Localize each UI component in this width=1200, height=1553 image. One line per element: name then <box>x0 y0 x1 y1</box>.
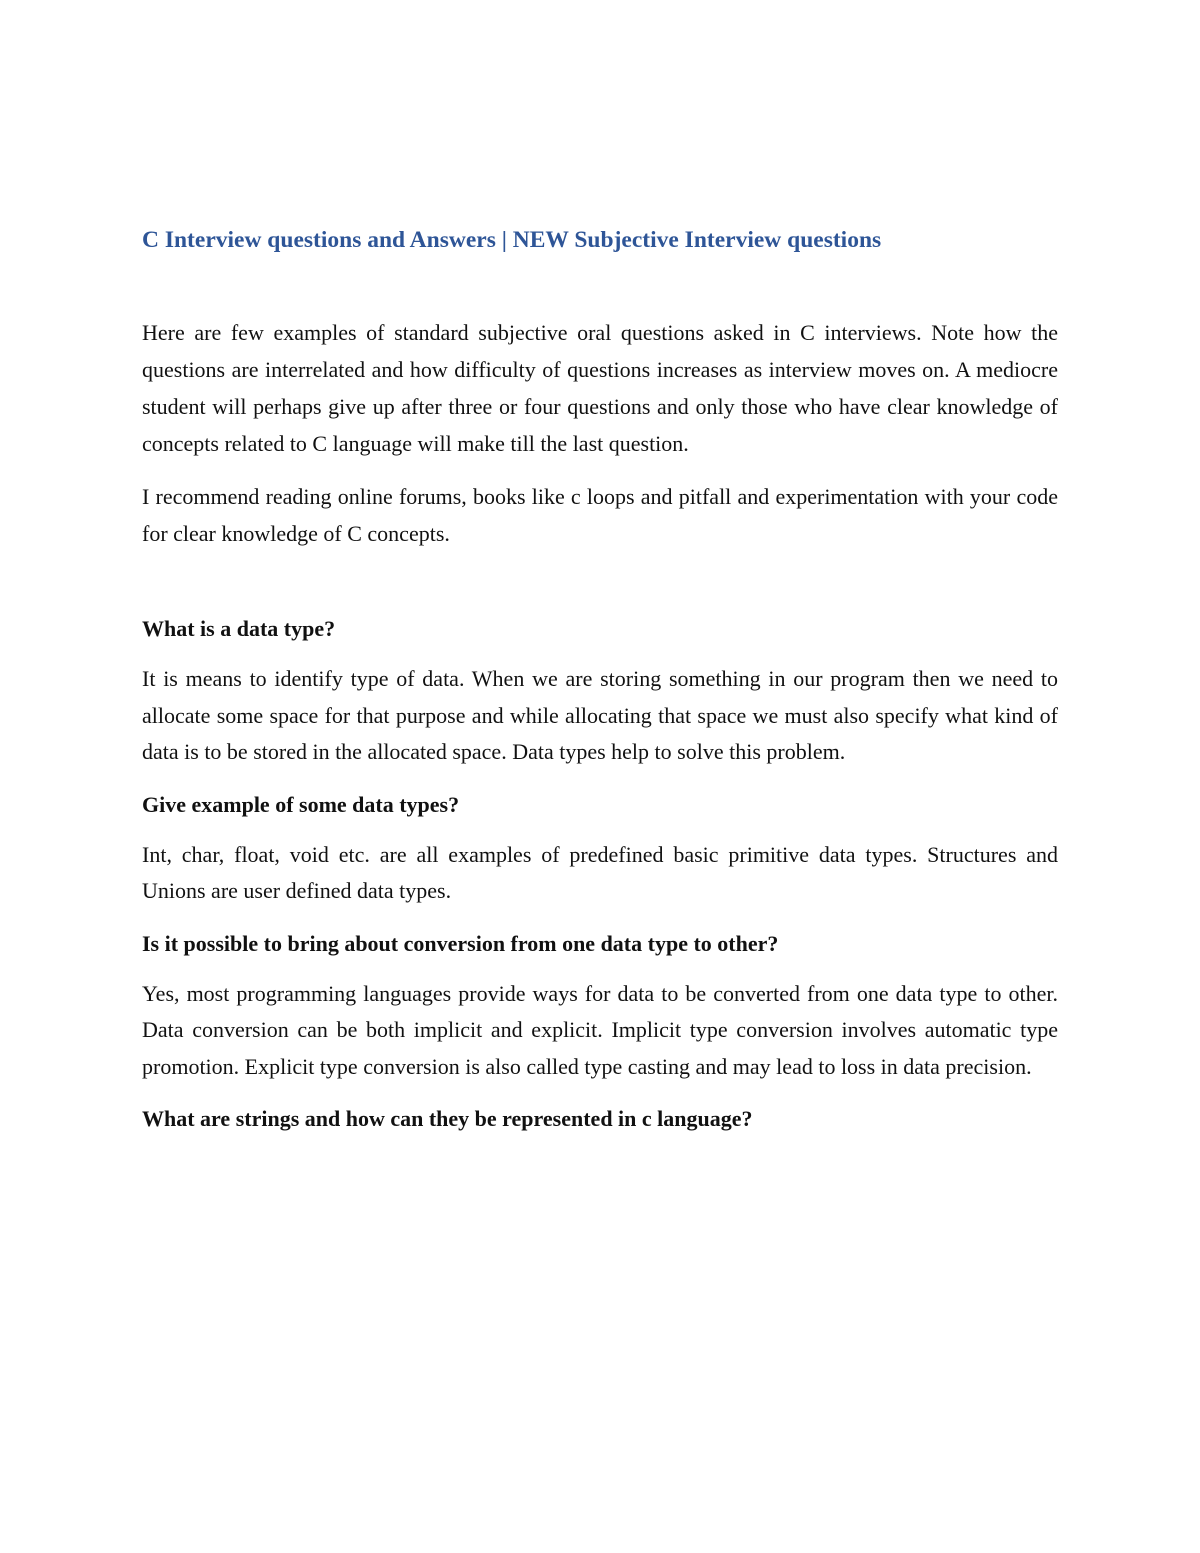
document-body <box>142 222 1058 1137</box>
qa-item-type-conversion <box>142 926 1058 1086</box>
answer-paragraph: It is means to identify type of data. When we are storing something in our program then we need to allocate some space for that purpose and while allocating that space we must also specify what kind of data is to be stored in the allocated space. Data types help to solve this problem. <box>142 666 1058 764</box>
answer-paragraph: Yes, most programming languages provide ways for data to be converted from one data type to other. Data conversion can be both implicit and explicit. Implicit type conversion involves automatic type promotion. Explicit type conversion is also called type casting and may lead to loss in data precision. <box>142 980 1058 1079</box>
qa-item-data-type <box>142 611 1058 771</box>
answer-paragraph: Int, char, float, void etc. are all examples of predefined basic primitive data types. Structures and Unions are user defined data types. <box>142 841 1058 903</box>
qa-item-strings <box>142 1101 1058 1137</box>
recommend-paragraph: I recommend reading online forums, books like c loops and pitfall and experimentation with your code for clear knowledge of C concepts. <box>142 484 1058 546</box>
intro-paragraph: Here are few examples of standard subjective oral questions asked in C interviews. Note how the questions are interrelated and how difficulty of questions increases as interview moves on. A mediocre student will perhaps give up after three or four questions and only those who have clear knowledge of concepts related to C language will make till the last question. <box>142 320 1058 456</box>
question-heading: What are strings and how can they be represented in c language? <box>142 1106 753 1131</box>
qa-item-data-type-examples <box>142 787 1058 910</box>
question-heading: Is it possible to bring about conversion from one data type to other? <box>142 930 779 956</box>
document-title: C Interview questions and Answers | NEW Subjective Interview questions <box>142 227 882 253</box>
question-heading: Give example of some data types? <box>142 791 460 817</box>
question-heading: What is a data type? <box>142 616 336 641</box>
qa-section <box>142 611 1058 1137</box>
